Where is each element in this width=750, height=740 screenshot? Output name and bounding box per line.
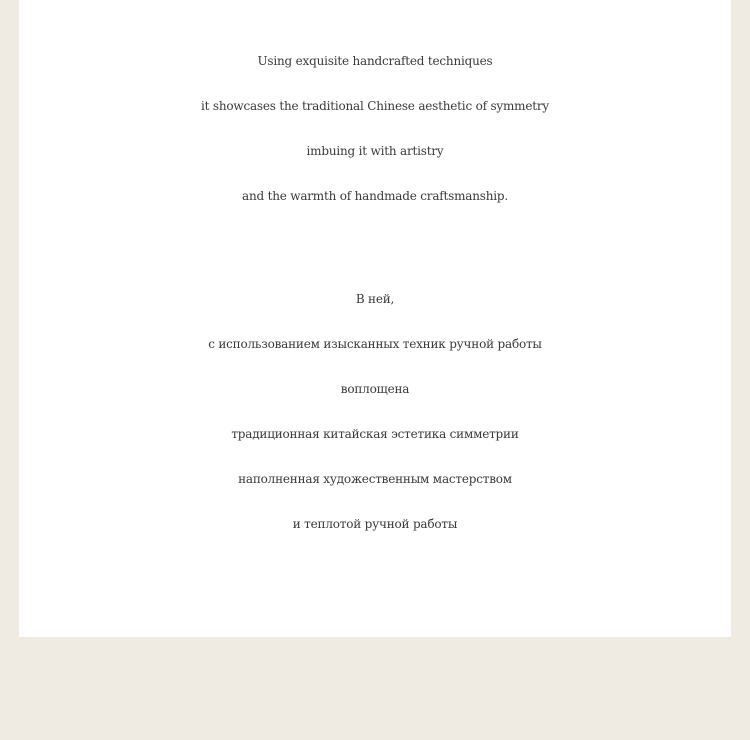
russian-line-6: и теплотой ручной работы — [292, 517, 458, 531]
text-card — [19, 0, 731, 637]
english-line-3: imbuing it with artistry — [306, 144, 444, 158]
russian-line-3: воплощена — [340, 382, 410, 396]
russian-line-4: традиционная китайская эстетика симметрии — [231, 427, 519, 441]
russian-line-5: наполненная художественным мастерством — [238, 472, 512, 486]
russian-line-2: с использованием изысканных техник ручной работы — [208, 337, 542, 351]
english-line-2: it showcases the traditional Chinese aesthetic of symmetry — [200, 99, 549, 113]
english-line-1: Using exquisite handcrafted techniques — [257, 54, 493, 68]
russian-line-1: В ней, — [355, 292, 395, 306]
english-line-4: and the warmth of handmade craftsmanship. — [242, 189, 508, 203]
